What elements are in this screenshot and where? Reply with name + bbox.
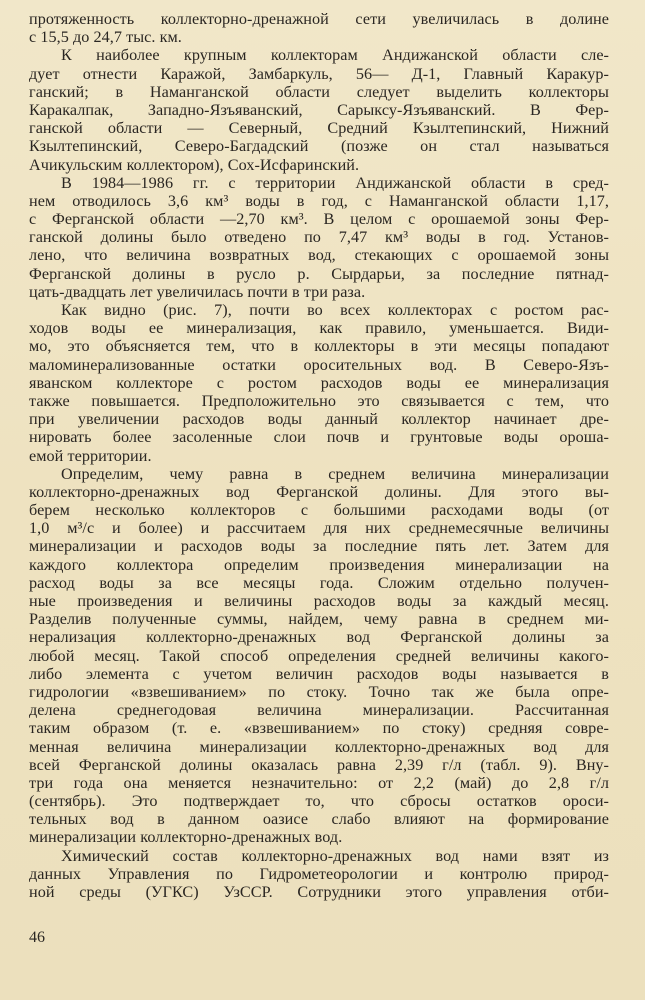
text-line: ной среды (УГКС) УзССР. Сотрудники этого управления отби- xyxy=(29,883,609,901)
text-line: нерализация коллекторно-дренажных вод Ферганской долины за xyxy=(29,628,609,647)
text-line: делена среднегодовая величина минерализации. Рассчитанная xyxy=(29,701,609,720)
text-line: либо элемента с учетом величин расходов воды называется в xyxy=(29,664,609,683)
text-line: Разделив полученные суммы, найдем, чему равна в среднем ми- xyxy=(29,610,609,629)
text-line: расход воды за все месяцы года. Сложим отдельно получен- xyxy=(29,573,609,592)
text-line: 1,0 м³/с и более) и рассчитаем для них среднемесячные величины xyxy=(29,519,609,538)
body-text xyxy=(29,10,609,901)
text-line: менная величина минерализации коллекторно-дренажных вод для xyxy=(29,737,609,756)
text-line: Кзылтепинский, Северо-Багдадский (позже он стал называться xyxy=(29,137,609,156)
text-line: ганской области — Северный, Средний Кзылтепинский, Нижний xyxy=(29,119,609,138)
text-line: Каракалпак, Западно-Язъяванский, Сарыксу-Язъяванский. В Фер- xyxy=(29,100,609,119)
text-line: любой месяц. Такой способ определения средней величины какого- xyxy=(29,646,609,665)
text-line: мо, это объясняется тем, что в коллекторы в эти месяцы попадают xyxy=(29,337,609,356)
text-line: яванском коллекторе с ростом расходов воды ее минерализация xyxy=(29,373,609,392)
text-line: таким образом (т. е. «взвешиванием» по стоку) средняя совре- xyxy=(29,719,609,738)
text-line: с 15,5 до 24,7 тыс. км. xyxy=(29,28,182,47)
text-line: емой территории. xyxy=(29,446,152,465)
text-line: при увеличении расходов воды данный коллектор начинает дре- xyxy=(29,410,609,429)
text-line: В 1984—1986 гг. с территории Андижанской области в сред- xyxy=(61,173,609,192)
text-line: минерализации и расходов воды за последние пять лет. Затем для xyxy=(29,537,609,556)
text-line: дует отнести Каражой, Замбаркуль, 56— Д-1, Главный Каракур- xyxy=(29,64,609,83)
text-line: с Ферганской области —2,70 км³. В целом с орошаемой зоны Фер- xyxy=(29,210,609,229)
text-line: ные произведения и величины расходов воды за каждый месяц. xyxy=(29,592,609,610)
text-line: лено, что величина возвратных вод, стекающих с орошаемой зоны xyxy=(29,246,609,265)
text-line: гидрологии «взвешиванием» по стоку. Точно так же была опре- xyxy=(29,682,609,701)
text-line: ганский; в Наманганской области следует выделить коллекторы xyxy=(29,82,609,101)
text-line: коллекторно-дренажных вод Ферганской долины. Для этого вы- xyxy=(29,482,609,501)
page-number: 46 xyxy=(29,929,45,946)
text-line: нем отводилось 3,6 км³ воды в год, с Наманганской области 1,17, xyxy=(29,191,609,210)
text-line: Определим, чему равна в среднем величина минерализации xyxy=(61,464,609,483)
text-line: ганской долины было отведено по 7,47 км³ воды в год. Установ- xyxy=(29,228,609,247)
text-line: берем несколько коллекторов с большими расходами воды (от xyxy=(29,501,609,520)
text-line: тельных вод в данном оазисе слабо влияют на формирование xyxy=(29,810,609,829)
text-line: К наиболее крупным коллекторам Андижанской области сле- xyxy=(61,46,609,65)
text-line: Химический состав коллекторно-дренажных вод нами взят из xyxy=(61,846,609,865)
text-line: цать-двадцать лет увеличилась почти в три раза. xyxy=(29,282,366,301)
text-line: нировать более засоленные слои почв и грунтовые воды ороша- xyxy=(29,428,609,447)
text-line: маломинерализованные остатки оросительных вод. В Северо-Язъ- xyxy=(29,355,609,374)
text-line: (сентябрь). Это подтверждает то, что сбросы остатков ороси- xyxy=(29,792,609,811)
text-line: Как видно (рис. 7), почти во всех коллекторах с ростом рас- xyxy=(61,301,609,319)
text-line: протяженность коллекторно-дренажной сети увеличилась в долине xyxy=(29,10,609,28)
text-line: минерализации коллекторно-дренажных вод. xyxy=(29,828,343,847)
text-line: всей Ферганской долины оказалась равна 2,39 г/л (табл. 9). Вну- xyxy=(29,755,609,774)
text-line: также повышается. Предположительно это связывается с тем, что xyxy=(29,391,609,410)
text-line: три года она меняется незначительно: от 2,2 (май) до 2,8 г/л xyxy=(29,773,609,792)
text-line: Ачикульским коллектором), Сох-Исфаринский. xyxy=(29,155,360,174)
text-line: ходов воды ее минерализация, как правило, уменьшается. Види- xyxy=(29,319,609,338)
text-line: данных Управления по Гидрометеорологии и контролю природ- xyxy=(29,864,609,883)
text-line: каждого коллектора определим произведения минерализации на xyxy=(29,555,609,574)
text-line: Ферганской долины в русло р. Сырдарьи, за последние пятнад- xyxy=(29,264,609,283)
